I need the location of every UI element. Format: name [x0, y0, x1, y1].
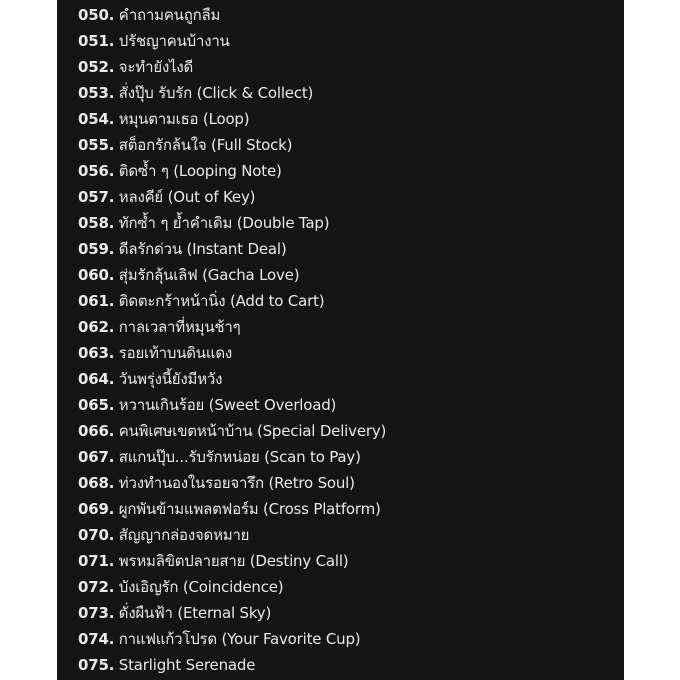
- song-number: 068.: [78, 474, 115, 492]
- song-list-item: [78, 54, 616, 80]
- song-number: 066.: [78, 422, 115, 440]
- song-list-item: [78, 392, 616, 418]
- song-title: ท่วงทำนองในรอยจารึก (Retro Soul): [118, 474, 355, 492]
- song-number: 074.: [78, 630, 115, 648]
- song-title: สุ่มรักลุ้นเลิฟ (Gacha Love): [118, 266, 300, 284]
- song-number: 054.: [78, 110, 115, 128]
- song-title: สต็อกรักล้นใจ (Full Stock): [118, 136, 293, 154]
- song-list-item: [78, 262, 616, 288]
- song-title: ทักซ้ำ ๆ ย้ำคำเดิม (Double Tap): [118, 214, 330, 232]
- song-list-item: [78, 574, 616, 600]
- song-title: รอยเท้าบนดินแดง: [118, 344, 232, 362]
- song-title: จะทำยังไงดี: [118, 58, 194, 76]
- song-title: หลงคีย์ (Out of Key): [118, 188, 256, 206]
- song-list-item: [78, 236, 616, 262]
- song-number: 050.: [78, 6, 115, 24]
- song-list-item: [78, 366, 616, 392]
- song-list-item: [78, 470, 616, 496]
- song-title: หวานเกินร้อย (Sweet Overload): [118, 396, 337, 414]
- song-title: ปรัชญาคนบ้างาน: [118, 32, 230, 50]
- song-number: 061.: [78, 292, 115, 310]
- song-number: 052.: [78, 58, 115, 76]
- song-list-item: [78, 340, 616, 366]
- song-number: 063.: [78, 344, 115, 362]
- song-list-item: [78, 522, 616, 548]
- song-list-item: [78, 210, 616, 236]
- song-number: 073.: [78, 604, 115, 622]
- song-list-item: [78, 288, 616, 314]
- song-number: 071.: [78, 552, 115, 570]
- song-title: ดีลรักด่วน (Instant Deal): [118, 240, 287, 258]
- song-list-item: [78, 496, 616, 522]
- song-title: พรหมลิขิตปลายสาย (Destiny Call): [118, 552, 349, 570]
- song-title: ผูกพันข้ามแพลตฟอร์ม (Cross Platform): [118, 500, 381, 518]
- song-title: คำถามคนถูกลืม: [118, 6, 221, 24]
- song-number: 053.: [78, 84, 115, 102]
- song-list-item: [78, 106, 616, 132]
- song-title: สแกนปุ๊บ...รับรักหน่อย (Scan to Pay): [118, 448, 361, 466]
- song-title: วันพรุ่งนี้ยังมีหวัง: [118, 370, 223, 388]
- song-number: 059.: [78, 240, 115, 258]
- song-list-item: [78, 80, 616, 106]
- song-number: 058.: [78, 214, 115, 232]
- song-list-item: [78, 314, 616, 340]
- song-number: 056.: [78, 162, 115, 180]
- song-number: 051.: [78, 32, 115, 50]
- song-number: 065.: [78, 396, 115, 414]
- song-number: 070.: [78, 526, 115, 544]
- song-title: สั่งปุ๊บ รับรัก (Click & Collect): [118, 84, 314, 102]
- song-list-item: [78, 158, 616, 184]
- song-list-item: [78, 28, 616, 54]
- song-title: หมุนตามเธอ (Loop): [118, 110, 250, 128]
- song-number: 069.: [78, 500, 115, 518]
- song-list-panel: [57, 0, 624, 680]
- song-number: 055.: [78, 136, 115, 154]
- song-title: ดั่งผืนฟ้า (Eternal Sky): [118, 604, 272, 622]
- song-list-item: [78, 132, 616, 158]
- song-number: 072.: [78, 578, 115, 596]
- song-list-item: [78, 418, 616, 444]
- song-title: ติดซ้ำ ๆ (Looping Note): [118, 162, 282, 180]
- song-list-item: [78, 184, 616, 210]
- song-number: 064.: [78, 370, 115, 388]
- song-title: ติดตะกร้าหน้านิ่ง (Add to Cart): [118, 292, 325, 310]
- song-title: สัญญากล่องจดหมาย: [118, 526, 250, 544]
- song-list-item: [78, 626, 616, 652]
- song-list-item: [78, 444, 616, 470]
- song-list-item: [78, 600, 616, 626]
- song-list-item: [78, 548, 616, 574]
- song-title: กาลเวลาที่หมุนช้าๆ: [118, 318, 241, 336]
- song-list-item: [78, 652, 616, 678]
- song-list: [78, 2, 616, 678]
- song-number: 067.: [78, 448, 115, 466]
- song-number: 075.: [78, 656, 115, 674]
- song-number: 057.: [78, 188, 115, 206]
- song-title: กาแฟแก้วโปรด (Your Favorite Cup): [118, 630, 361, 648]
- song-title: คนพิเศษเขตหน้าบ้าน (Special Delivery): [118, 422, 387, 440]
- song-number: 062.: [78, 318, 115, 336]
- song-title: บังเอิญรัก (Coincidence): [118, 578, 284, 596]
- song-list-item: [78, 2, 616, 28]
- song-number: 060.: [78, 266, 115, 284]
- song-title: Starlight Serenade: [118, 656, 256, 674]
